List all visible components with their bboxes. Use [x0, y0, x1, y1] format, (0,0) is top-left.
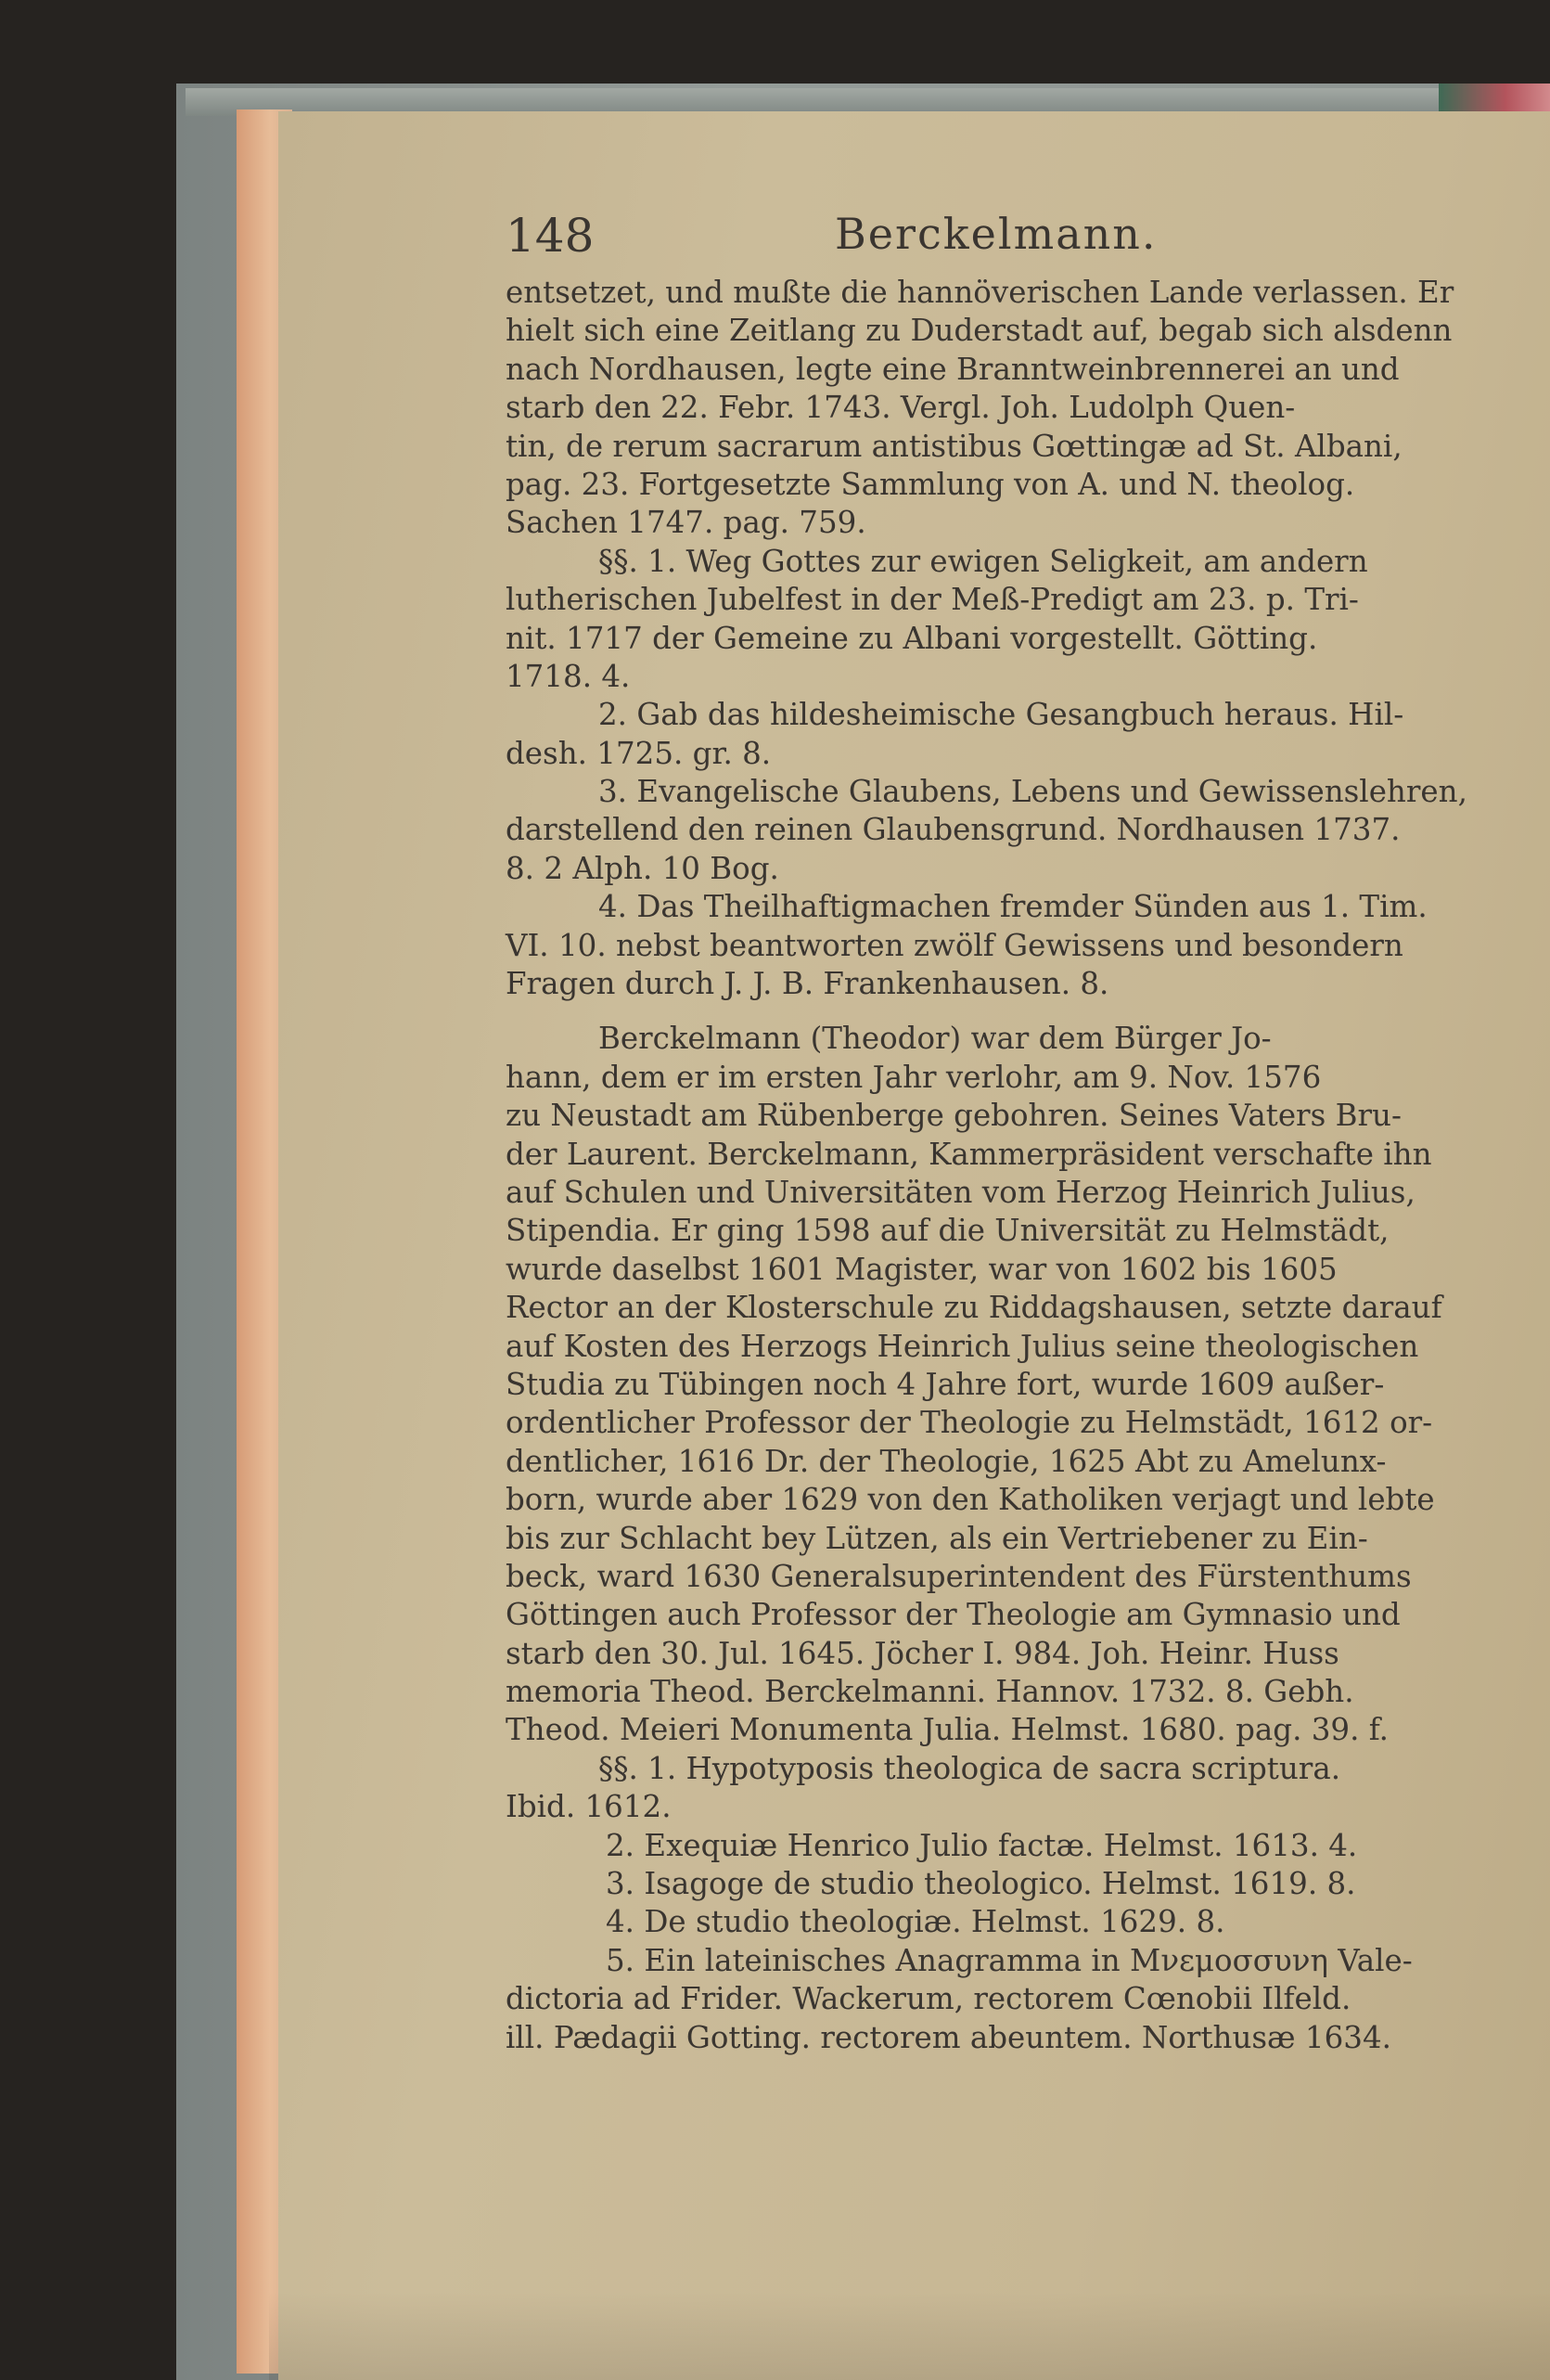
text-line: 2. Gab das hildesheimische Gesangbuch heraus. Hil-	[598, 697, 1404, 733]
text-line: hann, dem er im ersten Jahr verlohr, am 9. Nov. 1576	[506, 1059, 1322, 1095]
text-line: 4. Das Theilhaftigmachen fremder Sünden aus 1. Tim.	[598, 889, 1428, 925]
text-line: bis zur Schlacht bey Lützen, als ein Vertriebener zu Ein-	[506, 1520, 1368, 1556]
text-line: auf Schulen und Universitäten vom Herzog Heinrich Julius,	[506, 1174, 1415, 1210]
text-line: zu Neustadt am Rübenberge gebohren. Seines Vaters Bru-	[506, 1098, 1402, 1134]
text-line: 1718. 4.	[506, 658, 631, 694]
text-line: 4. De studio theologiæ. Helmst. 1629. 8.	[606, 1904, 1225, 1940]
text-line: memoria Theod. Berckelmanni. Hannov. 1732. 8. Gebh.	[506, 1674, 1354, 1710]
text-line: pag. 23. Fortgesetzte Sammlung von A. und N. theolog.	[506, 466, 1355, 502]
text-line: §§. 1. Hypotyposis theologica de sacra scriptura.	[598, 1750, 1341, 1786]
text-line: dictoria ad Frider. Wackerum, rectorem Cœnobii Ilfeld.	[506, 1981, 1351, 2017]
text-line: lutherischen Jubelfest in der Meß-Predigt am 23. p. Tri-	[506, 582, 1359, 618]
text-line: starb den 22. Febr. 1743. Vergl. Joh. Ludolph Quen-	[506, 390, 1296, 426]
text-line: dentlicher, 1616 Dr. der Theologie, 1625 Abt zu Amelunx-	[506, 1443, 1387, 1479]
text-line: tin, de rerum sacrarum antistibus Gœttingæ ad St. Albani,	[506, 428, 1403, 464]
text-line: nach Nordhausen, legte eine Branntweinbrennerei an und	[506, 351, 1400, 387]
page-number: 148	[506, 209, 595, 263]
text-line: §§. 1. Weg Gottes zur ewigen Seligkeit, am andern	[598, 543, 1368, 579]
text-line: 2. Exequiæ Henrico Julio factæ. Helmst. 1613. 4.	[606, 1827, 1358, 1863]
text-line: 3. Isagoge de studio theologico. Helmst. 1619. 8.	[606, 1866, 1356, 1902]
text-line: auf Kosten des Herzogs Heinrich Julius seine theologischen	[506, 1328, 1419, 1364]
text-line: starb den 30. Jul. 1645. Jöcher I. 984. Joh. Heinr. Huss	[506, 1635, 1339, 1671]
text-line: Rector an der Klosterschule zu Riddagshausen, setzte darauf	[506, 1290, 1442, 1326]
text-line: desh. 1725. gr. 8.	[506, 735, 772, 771]
text-line: ordentlicher Professor der Theologie zu Helmstädt, 1612 or-	[506, 1405, 1433, 1441]
text-line: Ibid. 1612.	[506, 1789, 672, 1825]
text-line: VI. 10. nebst beantworten zwölf Gewissens und besondern	[506, 927, 1403, 963]
running-title: Berckelmann.	[835, 209, 1158, 259]
text-line: Fragen durch J. J. B. Frankenhausen. 8.	[506, 966, 1109, 1002]
text-line: Studia zu Tübingen noch 4 Jahre fort, wurde 1609 außer-	[506, 1366, 1385, 1402]
text-line: 8. 2 Alph. 10 Bog.	[506, 850, 779, 886]
text-line: der Laurent. Berckelmann, Kammerpräsident verschafte ihn	[506, 1136, 1432, 1172]
text-line: darstellend den reinen Glaubensgrund. Nordhausen 1737.	[506, 812, 1401, 848]
text-line: 5. Ein lateinisches Anagramma in Μνεμοσσυνη Vale-	[606, 1942, 1413, 1978]
text-line: beck, ward 1630 Generalsuperintendent des Fürstenthums	[506, 1558, 1412, 1594]
text-line: Berckelmann (Theodor) war dem Bürger Jo-	[598, 1021, 1272, 1057]
text-line: entsetzet, und mußte die hannöverischen Lande verlassen. Er	[506, 275, 1454, 310]
text-line: 3. Evangelische Glaubens, Lebens und Gewissenslehren,	[598, 774, 1467, 810]
paragraph-gap	[506, 1003, 1480, 1020]
text-line: born, wurde aber 1629 von den Katholiken verjagt und lebte	[506, 1482, 1435, 1518]
page-text	[506, 199, 1480, 2057]
text-line: nit. 1717 der Gemeine zu Albani vorgestellt. Götting.	[506, 620, 1318, 656]
text-line: Theod. Meieri Monumenta Julia. Helmst. 1680. pag. 39. f.	[506, 1712, 1389, 1748]
body-text	[506, 274, 1480, 2057]
text-line: Göttingen auch Professor der Theologie am Gymnasio und	[506, 1597, 1401, 1633]
text-line: hielt sich eine Zeitlang zu Duderstadt auf, begab sich alsdenn	[506, 313, 1453, 349]
text-line: Stipendia. Er ging 1598 auf die Universität zu Helmstädt,	[506, 1213, 1390, 1249]
text-line: wurde daselbst 1601 Magister, war von 1602 bis 1605	[506, 1251, 1338, 1287]
page-header	[506, 199, 1480, 274]
page-shadow	[269, 2292, 1550, 2380]
text-line: ill. Pædagii Gotting. rectorem abeuntem. Northusæ 1634.	[506, 2019, 1391, 2055]
text-line: Sachen 1747. pag. 759.	[506, 505, 866, 541]
